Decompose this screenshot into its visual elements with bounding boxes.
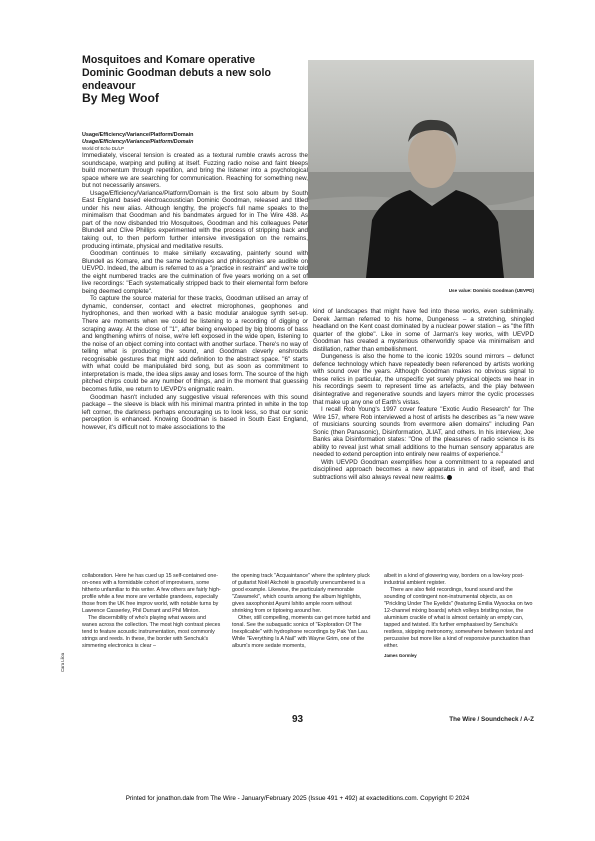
review-paragraph: There are also field recordings, found sound and the sounding of contingent non-instrumental objects, as on "Prickling Under The Eyelids" (featuring Emilia Wysocka on two 12-channel mixing boards) which volleys bristling noise, the aluminium crackle of what is almost certainly an empty can, tapped and twisted. It's further emphasised by Senchuk's restless, skipping metronomy, somewhere between textural and percussive but more like a kind of responsive punctuation than either. bbox=[384, 587, 534, 649]
body-column-right bbox=[313, 308, 534, 482]
review-paragraph: collaboration. Here he has cued up 15 self-contained one-on-ones with a formidable cohort of improvisers, some hitherto unfamiliar to this writer. A few others are fairly high-profile while a few more are veritable grandees, especially those from the UK free improv world, with notable turns by Lawrence Casserley, Phil Durrant and Phil Minton. bbox=[82, 573, 221, 614]
review-paragraph: The discernibility of who's playing what waxes and wanes across the collection. The most high contrast pieces tend to feature acoustic instrumentation, most commonly strings and reeds. In these, the border with Senchuk's simmering electronics is clear – bbox=[82, 615, 221, 649]
side-label: Cara Liloa bbox=[60, 652, 65, 672]
end-mark-icon bbox=[447, 475, 452, 480]
page-number: 93 bbox=[291, 714, 304, 725]
review-column-3 bbox=[384, 573, 534, 659]
body-paragraph: Goodman continues to make similarly excavating, painterly sound with Blundell as Komare, and the same techniques and philosophies are audible on UEVPD. Indeed, the album is referred to as a "practice in restraint" and we're told the eight numbered tracks are the culmination of five years working on a set of live recordings: "Each systematically stripped back to their elemental form before being deemed complete". bbox=[82, 250, 308, 295]
review-header bbox=[82, 132, 308, 152]
body-paragraph: kind of landscapes that might have fed into these works, even subliminally. Derek Jarman referred to his home, Dungeness – a stretching, shingled headland on the Kent coast dominated by a nuclear power station – as "the fifth quarter of the globe". Like in some of Jarman's key works, with UEVPD Goodman has created a mysterious otherworldly space via minimalism and distillation, rather than embellishment. bbox=[313, 308, 534, 353]
article-headline: Mosquitoes and Komare operative Dominic Goodman debuts a new solo endeavour bbox=[82, 54, 271, 92]
body-paragraph: To capture the source material for these tracks, Goodman utilised an array of dynamic, condenser, contact and electret microphones, geophones and hydrophones, and then worked with a basic modular analogue synth set-up. There are moments when we could be listening to a recording of digging or scraping away. At the close of "1", after being enveloped by big blooms of bass and lengthening whirrs of noise, we're left exposed in the wide open, listening to the noise of an object coming into contact with another surface. There's no way of telling what is producing the sound, and Goodman cleverly enshrouds recognisable gestures that might add definition to the abstract space. "6" starts with what could be manipulated bird song, but as soon as commitment to interpretation is made, the idea slips away and loses form. The source of the high pitched chirps could be any number of things, and in the moment that guessing becomes futile, we return to UEVPD's enigmatic realm. bbox=[82, 295, 308, 393]
body-column-left bbox=[82, 152, 308, 431]
print-footer: Printed for jonathon.dale from The Wire - January/February 2025 (Issue 491 + 492) at exacteditions.com. Copyright © 2024 bbox=[125, 795, 470, 802]
body-paragraph-text: With UEVPD Goodman exemplifies how a commitment to a repeated and disciplined approach becomes a new apparatus in and of itself, and that subtractions will also always reveal new realms. bbox=[313, 458, 534, 482]
body-paragraph: Usage/Efficiency/Variance/Platform/Domain is the first solo album by South East England based electroacoustician Dominic Goodman, released and titled under his new alias. Although lengthy, the project's full name speaks to the minimalism that Goodman and his bandmates argued for in The Wire 438. As part of the now disbanded trio Mosquitoes, Goodman and his colleagues Peter Blundell and Clive Phillips experimented with the process of stripping back and taking out, to then perform further intensive investigation on the remains, producing intimate, physical and meditative results. bbox=[82, 189, 308, 250]
body-paragraph: Immediately, visceral tension is created as a textural rumble crawls across the soundscape, warping and pulling at itself. Fuzzing radio noise and faint bleeps build momentum through repetition, and bring the listener into a psychological space where we are searching for communication. Reaching for something new, but not necessarily answers. bbox=[82, 152, 308, 190]
review-title: Usage/Efficiency/Variance/Platform/Domain bbox=[82, 132, 194, 138]
review-paragraph: albeit in a kind of glowering way, borders on a low-key post-industrial ambient register. bbox=[384, 573, 524, 586]
body-paragraph: Dungeness is also the home to the iconic 1920s sound mirrors – defunct defence technology which have repeatedly been referenced by artists working with sound over the years. Although Goodman makes no obvious signal to these relics in particular, the unspecific yet surely physical objects we hear in his recordings seem to represent time as artefacts, and the play between disintegrative and regenerative sounds and layers mirror the cyclic processes that make up any one of Earth's vistas. bbox=[313, 353, 534, 406]
review-subtitle: Usage/Efficiency/Variance/Platform/Domain bbox=[82, 138, 194, 145]
byline: By Meg Woof bbox=[82, 91, 159, 105]
review-paragraph: the opening track "Acquaintance" where the splintery pluck of guitarist Noël Akchoté is gracefully unencumbered is a good example. Likewise, the particularly memorable "Zawameki", which counts among the album highlights, gives saxophonist Ayumi Ishito ample room without shrinking from or tiptoeing around her. bbox=[232, 573, 370, 614]
body-paragraph: I recall Rob Young's 1997 cover feature "Exotic Audio Research" for The Wire 157, where Rob interviewed a host of artists he describes as "a new wave of musicians sourcing sounds from evermore alien domains" including Pan Sonic (then Panasonic), Disinformation, JLIAT, and others. In his interview, Joe Banks aka Disinformation states: "One of the pleasures of radio science is its ability to reveal just what small additions to the human sensory apparatus are needed to extend perception into entirely new realms of experience." bbox=[313, 406, 534, 459]
artist-photo bbox=[308, 60, 534, 278]
review-label: World Of Echo DL/LP bbox=[82, 145, 124, 151]
section-label: The Wire / Soundcheck / A-Z bbox=[449, 716, 534, 723]
review-column-1 bbox=[82, 573, 222, 650]
review-column-2 bbox=[232, 573, 372, 650]
body-paragraph-last bbox=[313, 459, 534, 482]
reviewer-signature: James Gormley bbox=[384, 653, 417, 658]
review-paragraph: Other, still compelling, moments can get more turbid and tonal. See the subaquatic sonics of "Exploration Of The Inexplicable" with hydrophone recordings by Pak Yan Lau. While "Everything Is A Nail" with Wayne Grim, one of the album's more sedate moments, bbox=[232, 615, 371, 649]
body-paragraph: Goodman hasn't included any suggestive visual references with this sound package – the sleeve is black with his minimal mantra printed in white in the top left corner, the darkness perhaps encouraging us to look less, so that our sonic perception is enhanced. Knowing Goodman is based in South East England, however, it's difficult not to make associations to the bbox=[82, 393, 308, 431]
photo-caption: Use value: Dominic Goodman (UEVPD) bbox=[448, 288, 534, 293]
